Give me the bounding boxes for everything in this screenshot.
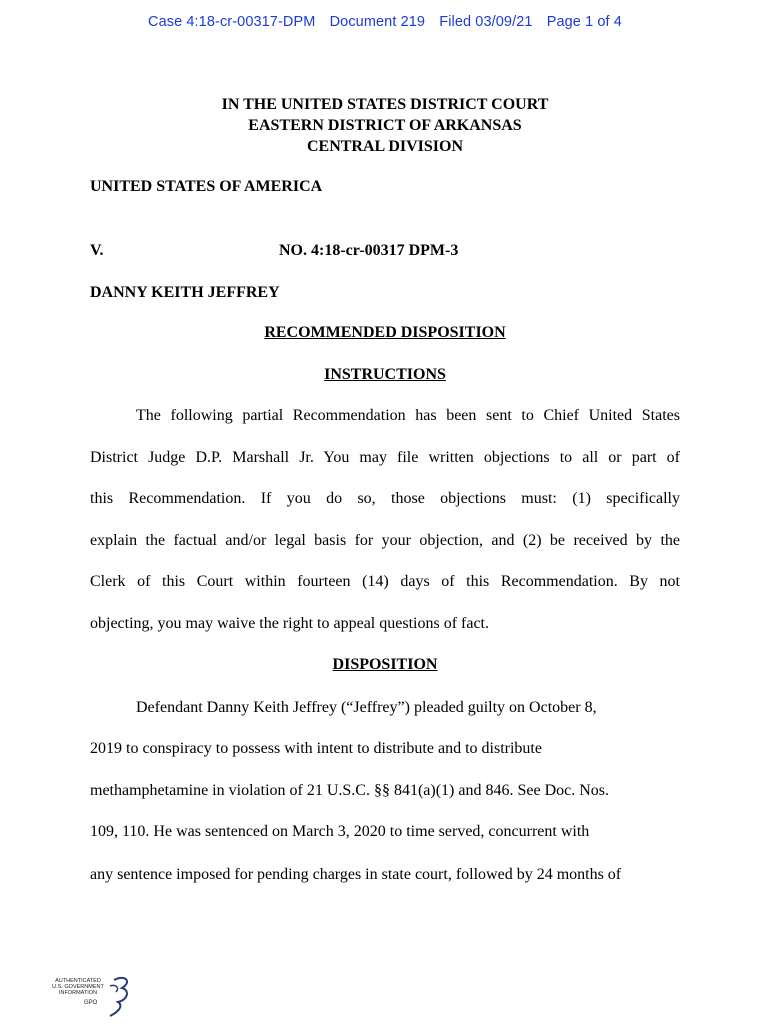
court-heading xyxy=(0,94,770,157)
instructions-line-6: objecting, you may waive the right to appeal questions of fact. xyxy=(90,615,489,632)
instructions-line-3: this Recommendation. If you do so, those objections must: (1) specifically xyxy=(90,490,680,507)
case-number-header: Case 4:18-cr-00317-DPM xyxy=(148,14,316,30)
filed-date-header: Filed 03/09/21 xyxy=(439,14,533,30)
disposition-line-5: any sentence imposed for pending charges in state court, followed by 24 months of xyxy=(90,866,622,883)
disposition-line-1: Defendant Danny Keith Jeffrey (“Jeffrey”) pleaded guilty on October 8, xyxy=(136,699,597,716)
disposition-line-3: methamphetamine in violation of 21 U.S.C. §§ 841(a)(1) and 846. See Doc. Nos. xyxy=(90,782,610,799)
instructions-line-1: The following partial Recommendation has been sent to Chief United States xyxy=(136,407,680,424)
versus-label: V. xyxy=(90,242,104,259)
ecf-header xyxy=(0,14,770,30)
instructions-line-2: District Judge D.P. Marshall Jr. You may file written objections to all or part of xyxy=(90,449,680,466)
court-name: IN THE UNITED STATES DISTRICT COURT xyxy=(221,96,549,113)
plaintiff-name: UNITED STATES OF AMERICA xyxy=(90,178,323,195)
court-district: EASTERN DISTRICT OF ARKANSAS xyxy=(248,117,522,134)
instructions-line-5: Clerk of this Court within fourteen (14) days of this Recommendation. By not xyxy=(90,573,680,590)
instructions-line-4: explain the factual and/or legal basis for your objection, and (2) be received by the xyxy=(90,532,680,549)
eagle-icon xyxy=(44,972,134,1018)
instructions-heading: INSTRUCTIONS xyxy=(324,366,446,383)
disposition-heading: DISPOSITION xyxy=(332,656,438,673)
case-number: NO. 4:18-cr-00317 DPM-3 xyxy=(279,242,459,259)
document-title: RECOMMENDED DISPOSITION xyxy=(264,324,506,341)
gpo-authentication-seal xyxy=(44,972,134,1018)
disposition-line-4: 109, 110. He was sentenced on March 3, 2020 to time served, concurrent with xyxy=(90,823,590,840)
gpo-seal-text: AUTHENTICATED U.S. GOVERNMENT INFORMATION xyxy=(52,978,104,996)
disposition-line-2: 2019 to conspiracy to possess with intent to distribute and to distribute xyxy=(90,740,542,757)
page-count-header: Page 1 of 4 xyxy=(546,14,622,30)
gpo-seal-label: GPO xyxy=(84,1000,98,1006)
defendant-name: DANNY KEITH JEFFREY xyxy=(90,284,280,301)
court-division: CENTRAL DIVISION xyxy=(306,138,464,155)
document-number-header: Document 219 xyxy=(329,14,426,30)
